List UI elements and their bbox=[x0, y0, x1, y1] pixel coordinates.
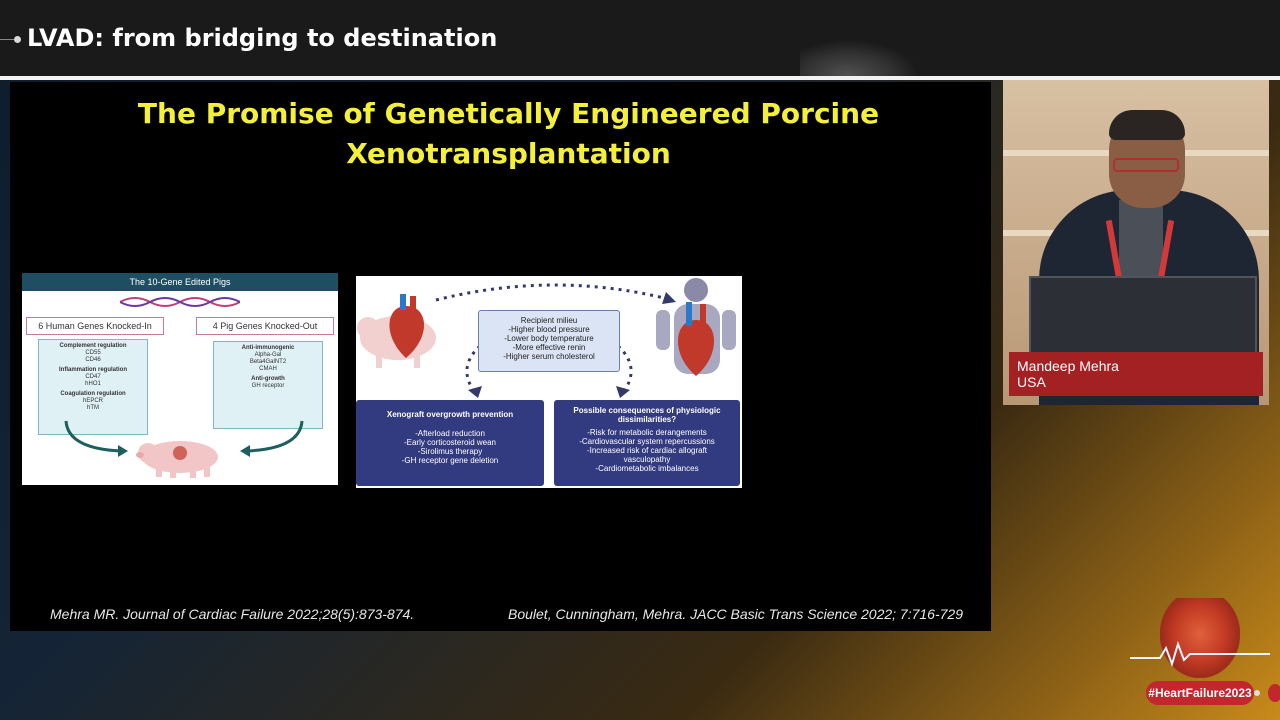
slide-title bbox=[10, 94, 1007, 174]
hashtag-end-dot bbox=[1268, 684, 1280, 702]
gene-group-heading: Inflammation regulation bbox=[58, 367, 127, 373]
podium-laptop bbox=[1029, 276, 1257, 356]
curved-arrow-icon bbox=[62, 419, 132, 459]
milieu-item: -Higher blood pressure bbox=[508, 325, 590, 334]
overgrowth-prevention-box bbox=[356, 400, 544, 486]
speaker-name: Mandeep Mehra bbox=[1017, 358, 1119, 374]
knocked-in-label: 6 Human Genes Knocked-In bbox=[26, 317, 164, 335]
glasses bbox=[1113, 158, 1179, 172]
event-hashtag: #HeartFailure2023 bbox=[1146, 681, 1254, 705]
gene-item: CD47 bbox=[85, 374, 101, 380]
session-banner bbox=[0, 0, 1280, 76]
curved-arrow-icon bbox=[236, 419, 306, 459]
banner-divider bbox=[0, 39, 14, 40]
speaker-lower-third bbox=[1009, 352, 1263, 396]
knocked-out-label: 4 Pig Genes Knocked-Out bbox=[196, 317, 334, 335]
gene-item: CD46 bbox=[85, 357, 101, 363]
recipient-milieu-box bbox=[478, 310, 620, 372]
banner-bullet bbox=[14, 36, 21, 43]
gene-item: CD55 bbox=[85, 350, 101, 356]
heartbeat-wave-icon bbox=[1130, 640, 1270, 670]
citation-left: Mehra MR. Journal of Cardiac Failure 2022;28(5):873-874. bbox=[50, 606, 415, 622]
speaker-video bbox=[1003, 80, 1269, 405]
gene-item: Beta4GalNT2 bbox=[249, 359, 287, 365]
gene-edited-pigs-figure bbox=[22, 273, 338, 485]
box-item: -Early corticosteroid wean bbox=[403, 438, 497, 447]
box-heading: Xenograft overgrowth prevention bbox=[386, 410, 514, 419]
box-item: -Cardiometabolic imbalances bbox=[595, 464, 699, 473]
gene-group-heading: Anti-immunogenic bbox=[241, 345, 295, 351]
heart-decoration bbox=[800, 40, 920, 80]
box-item: -GH receptor gene deletion bbox=[401, 456, 499, 465]
session-title: LVAD: from bridging to destination bbox=[27, 24, 498, 52]
knocked-out-genes-box bbox=[213, 341, 323, 429]
gene-item: GH receptor bbox=[251, 383, 285, 389]
gene-item: hHO1 bbox=[85, 381, 101, 387]
slide-title-line-1: The Promise of Genetically Engineered Porcine bbox=[137, 97, 880, 130]
gene-group-heading: Complement regulation bbox=[59, 343, 127, 349]
box-item: -Cardiovascular system repercussions bbox=[579, 437, 715, 446]
pig-icon bbox=[134, 433, 226, 479]
gene-item: CMAH bbox=[259, 366, 277, 372]
dna-helix-icon bbox=[120, 294, 240, 310]
box-heading bbox=[554, 406, 740, 424]
speaker-hair bbox=[1109, 110, 1185, 140]
figure-header: The 10-Gene Edited Pigs bbox=[22, 273, 338, 291]
milieu-item: -More effective renin bbox=[512, 343, 586, 352]
gene-group-heading: Anti-growth bbox=[251, 376, 285, 382]
xenograft-physiology-figure bbox=[356, 276, 742, 488]
citation-right: Boulet, Cunningham, Mehra. JACC Basic Trans Science 2022; 7:716-729 bbox=[508, 606, 963, 622]
milieu-item: -Lower body temperature bbox=[504, 334, 594, 343]
box-item: -Afterload reduction bbox=[415, 429, 485, 438]
box-item: -Increased risk of cardiac allograft bbox=[586, 446, 708, 455]
physiologic-consequences-box bbox=[554, 400, 740, 486]
milieu-item: -Higher serum cholesterol bbox=[503, 352, 595, 361]
gene-item: hEPCR bbox=[82, 398, 103, 404]
gene-item: Alpha-Gal bbox=[254, 352, 282, 358]
gene-item: hTM bbox=[87, 405, 99, 411]
gene-group-heading: Coagulation regulation bbox=[60, 391, 126, 397]
slide-title-line-2: Xenotransplantation bbox=[346, 137, 671, 170]
presentation-slide bbox=[10, 82, 991, 631]
speaker-country: USA bbox=[1017, 374, 1046, 390]
box-item: vasculopathy bbox=[623, 455, 671, 464]
box-heading-line-2: dissimilarities? bbox=[617, 415, 677, 424]
milieu-heading: Recipient milieu bbox=[520, 316, 578, 325]
box-item: -Risk for metabolic derangements bbox=[587, 428, 707, 437]
speaker-shirt bbox=[1119, 200, 1163, 280]
hashtag-connector bbox=[1254, 690, 1260, 696]
box-heading-line-1: Possible consequences of physiologic bbox=[573, 406, 721, 415]
box-item: -Sirolimus therapy bbox=[417, 447, 483, 456]
